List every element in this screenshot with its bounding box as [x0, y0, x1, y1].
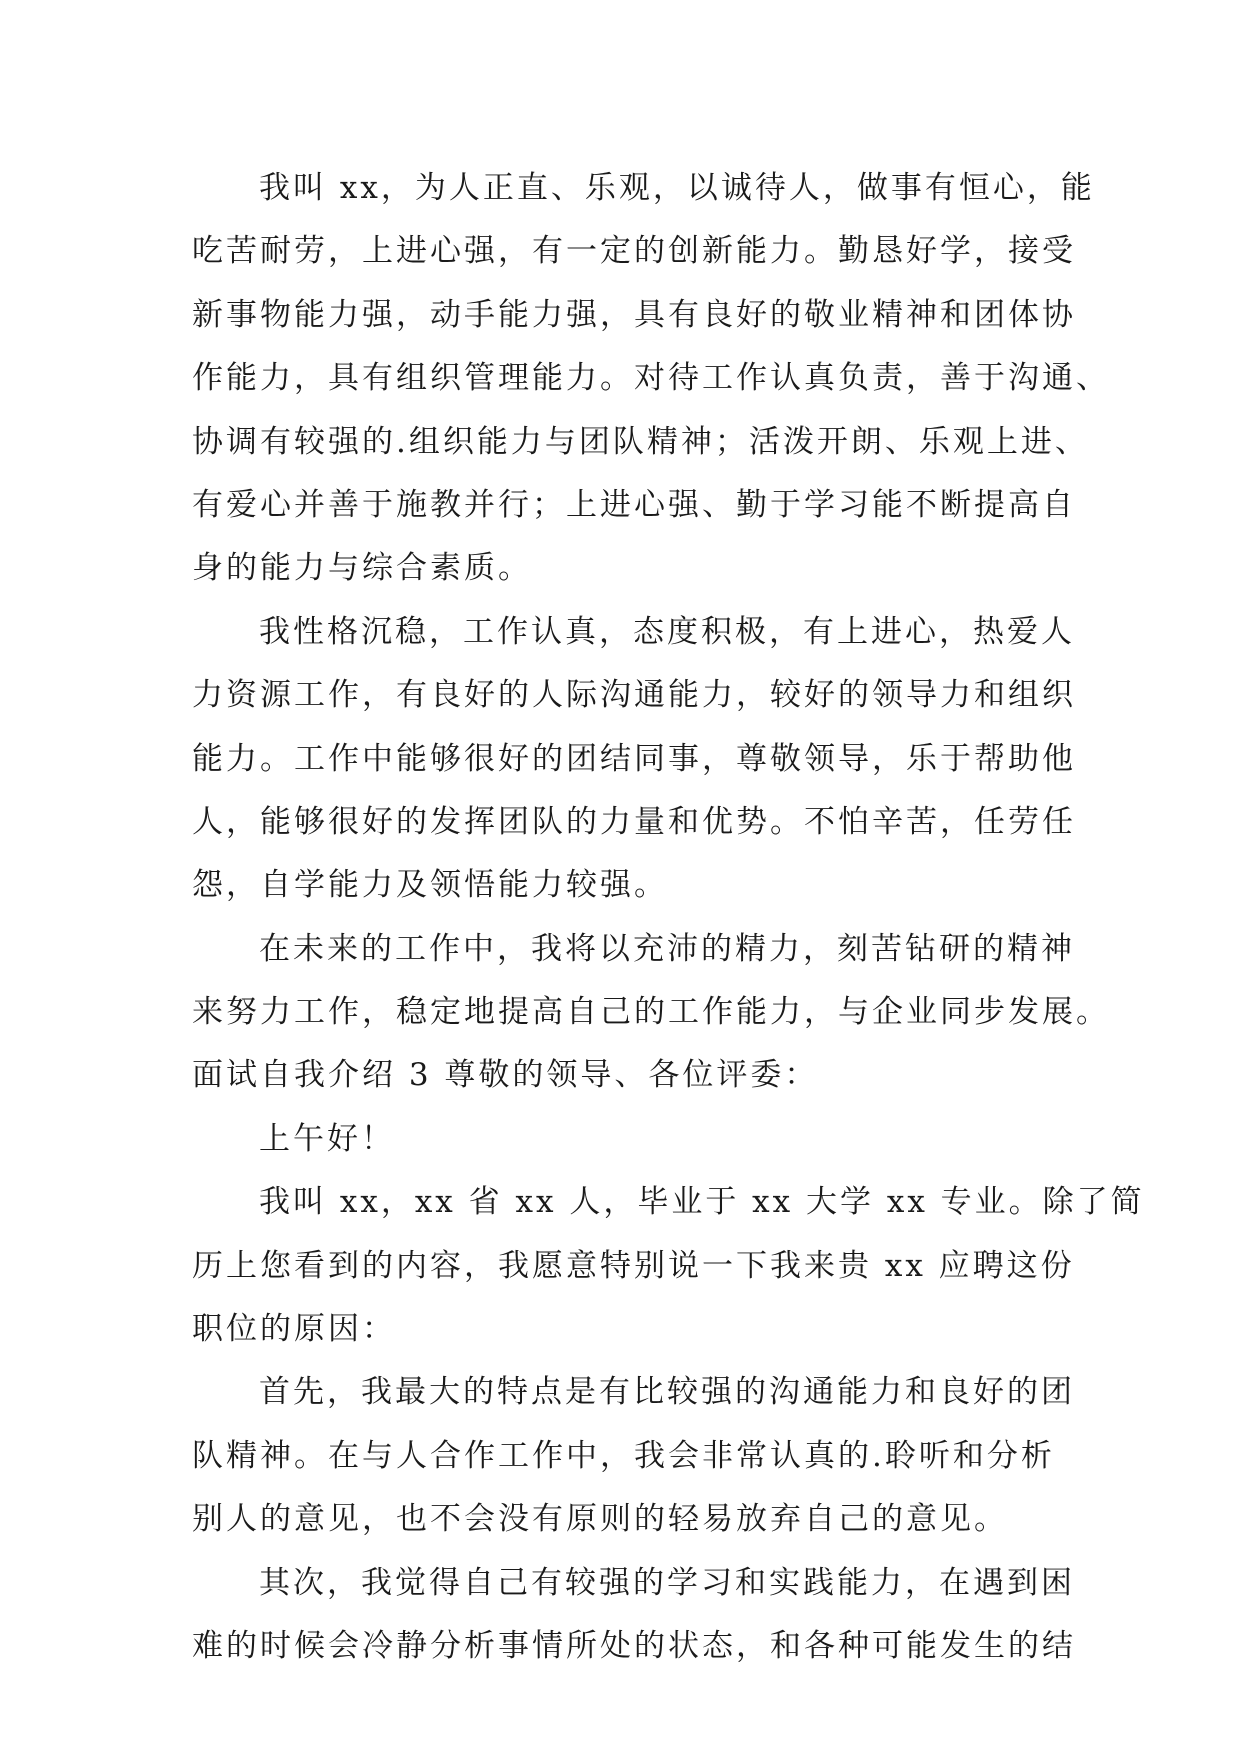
- paragraph-line: 身的能力与综合素质。: [192, 550, 532, 587]
- paragraph-line: 力资源工作，有良好的人际沟通能力，较好的领导力和组织: [192, 677, 1076, 714]
- paragraph-line: 能力。工作中能够很好的团结同事，尊敬领导，乐于帮助他: [192, 740, 1076, 777]
- paragraph-line: 其次，我觉得自己有较强的学习和实践能力，在遇到困: [259, 1564, 1075, 1601]
- paragraph-line: 我性格沉稳，工作认真，态度积极，有上进心，热爱人: [259, 613, 1075, 650]
- paragraph-line: 我叫 xx，xx 省 xx 人，毕业于 xx 大学 xx 专业。除了简: [259, 1184, 1145, 1221]
- paragraph-line: 难的时候会冷静分析事情所处的状态，和各种可能发生的结: [192, 1627, 1076, 1664]
- paragraph-line: 首先，我最大的特点是有比较强的沟通能力和良好的团: [259, 1374, 1075, 1411]
- paragraph-line: 我叫 xx，为人正直、乐观，以诚待人，做事有恒心，能: [259, 170, 1095, 206]
- paragraph-line: 吃苦耐劳，上进心强，有一定的创新能力。勤恳好学，接受: [192, 233, 1076, 270]
- paragraph-line: 别人的意见，也不会没有原则的轻易放弃自己的意见。: [192, 1501, 1008, 1538]
- paragraph-line: 协调有较强的.组织能力与团队精神；活泼开朗、乐观上进、: [192, 423, 1089, 460]
- paragraph-line: 职位的原因：: [192, 1311, 396, 1348]
- paragraph-line: 队精神。在与人合作工作中，我会非常认真的.聆听和分析: [192, 1437, 1055, 1474]
- paragraph-line: 新事物能力强，动手能力强，具有良好的敬业精神和团体协: [192, 296, 1076, 333]
- paragraph-line: 上午好！: [259, 1120, 395, 1157]
- paragraph-line: 作能力，具有组织管理能力。对待工作认真负责，善于沟通、: [192, 360, 1110, 397]
- paragraph-line: 来努力工作，稳定地提高自己的工作能力，与企业同步发展。: [192, 994, 1110, 1031]
- document-body: [192, 157, 1145, 1678]
- paragraph-line: 面试自我介绍 3 尊敬的领导、各位评委：: [192, 1057, 819, 1094]
- paragraph-line: 人，能够很好的发挥团队的力量和优势。不怕辛苦，任劳任: [192, 803, 1076, 840]
- paragraph-line: 有爱心并善于施教并行；上进心强、勤于学习能不断提高自: [192, 486, 1076, 523]
- paragraph-line: 历上您看到的内容，我愿意特别说一下我来贵 xx 应聘这份: [192, 1247, 1075, 1284]
- paragraph-line: 怨，自学能力及领悟能力较强。: [192, 867, 668, 904]
- paragraph-line: 在未来的工作中，我将以充沛的精力，刻苦钻研的精神: [259, 930, 1075, 967]
